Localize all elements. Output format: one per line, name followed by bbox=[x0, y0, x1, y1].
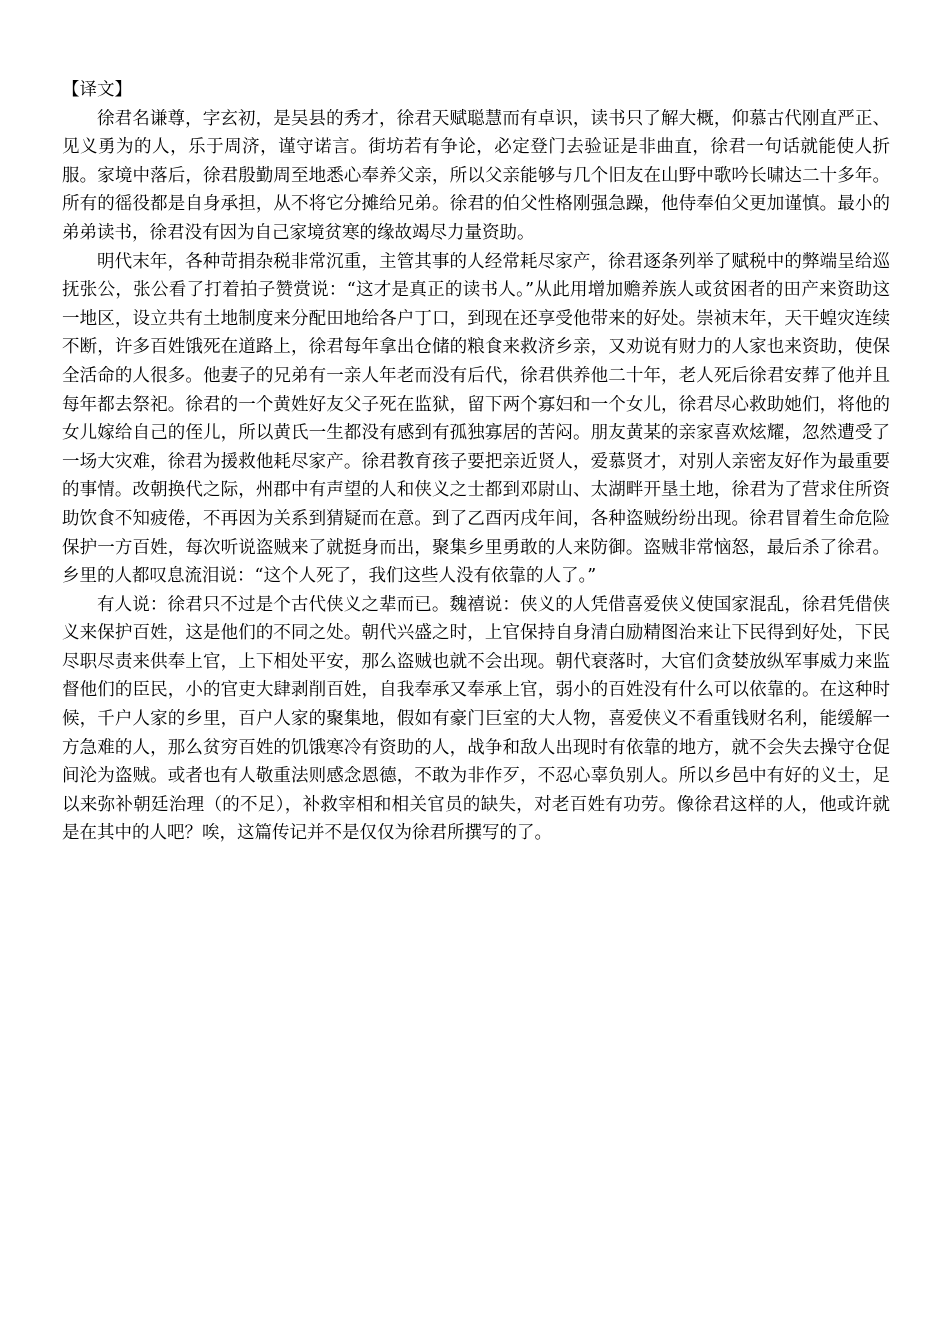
document-body bbox=[62, 76, 890, 848]
paragraph-1: 徐君名谦尊，字玄初，是吴县的秀才，徐君天赋聪慧而有卓识，读书只了解大概，仰慕古代刚直严正、见义勇为的人，乐于周济，谨守诺言。街坊若有争论，必定登门去验证是非曲直，徐君一句话就能使人折服。家境中落后，徐君殷勤周至地悉心奉养父亲，所以父亲能够与几个旧友在山野中歌吟长啸达二十多年。所有的徭役都是自身承担，从不将它分摊给兄弟。徐君的伯父性格刚强急躁，他侍奉伯父更加谨慎。最小的弟弟读书，徐君没有因为自己家境贫寒的缘故竭尽力量资助。 bbox=[62, 108, 890, 243]
paragraph-3: 有人说：徐君只不过是个古代侠义之辈而已。魏禧说：侠义的人凭借喜爱侠义使国家混乱，徐君凭借侠义来保护百姓，这是他们的不同之处。朝代兴盛之时，上官保持自身清白励精图治来让下民得到好处，下民尽职尽责来供奉上官，上下相处平安，那么盗贼也就不会出现。朝代衰落时，大官们贪婪放纵军事威力来监督他们的臣民，小的官吏大肆剥削百姓，自我奉承又奉承上官，弱小的百姓没有什么可以依靠的。在这种时候，千户人家的乡里，百户人家的聚集地，假如有豪门巨室的大人物，喜爱侠义不看重钱财名利，能缓解一方急难的人，那么贫穷百姓的饥饿寒冷有资助的人，战争和敌人出现时有依靠的地方，就不会失去操守仓促间沦为盗贼。或者也有人敬重法则感念恩德，不敢为非作歹，不忍心辜负别人。所以乡邑中有好的义士，足以来弥补朝廷治理（的不足），补救宰相和相关官员的缺失，对老百姓有功劳。像徐君这样的人，他或许就是在其中的人吧？唉，这篇传记并不是仅仅为徐君所撰写的了。 bbox=[62, 594, 890, 844]
translation-heading: 【译文】 bbox=[62, 80, 132, 100]
paragraph-2: 明代末年，各种苛捐杂税非常沉重，主管其事的人经常耗尽家产，徐君逐条列举了赋税中的弊端呈给巡抚张公，张公看了打着拍子赞赏说：“这才是真正的读书人。”从此用增加赡养族人或贫困者的田产来资助这一地区，设立共有土地制度来分配田地给各户丁口，到现在还享受他带来的好处。崇祯末年，天干蝗灾连续不断，许多百姓饿死在道路上，徐君每年拿出仓储的粮食来救济乡亲，又劝说有财力的人家也来资助，使保全活命的人很多。他妻子的兄弟有一亲人年老而没有后代，徐君供养他二十年，老人死后徐君安葬了他并且每年都去祭祀。徐君的一个黄姓好友父子死在监狱，留下两个寡妇和一个女儿，徐君尽心救助她们，将他的女儿嫁给自己的侄儿，所以黄氏一生都没有感到有孤独寡居的苦闷。朋友黄某的亲家喜欢炫耀，忽然遭受了一场大灾难，徐君为援救他耗尽家产。徐君教育孩子要把亲近贤人，爱慕贤才，对别人亲密友好作为最重要的事情。改朝换代之际，州郡中有声望的人和侠义之士都到邓尉山、太湖畔开垦土地，徐君为了营求住所资助饮食不知疲倦，不再因为关系到猜疑而在意。到了乙酉丙戌年间，各种盗贼纷纷出现。徐君冒着生命危险保护一方百姓，每次听说盗贼来了就挺身而出，聚集乡里勇敢的人来防御。盗贼非常恼怒，最后杀了徐君。乡里的人都叹息流泪说：“这个人死了，我们这些人没有依靠的人了。” bbox=[62, 251, 890, 587]
